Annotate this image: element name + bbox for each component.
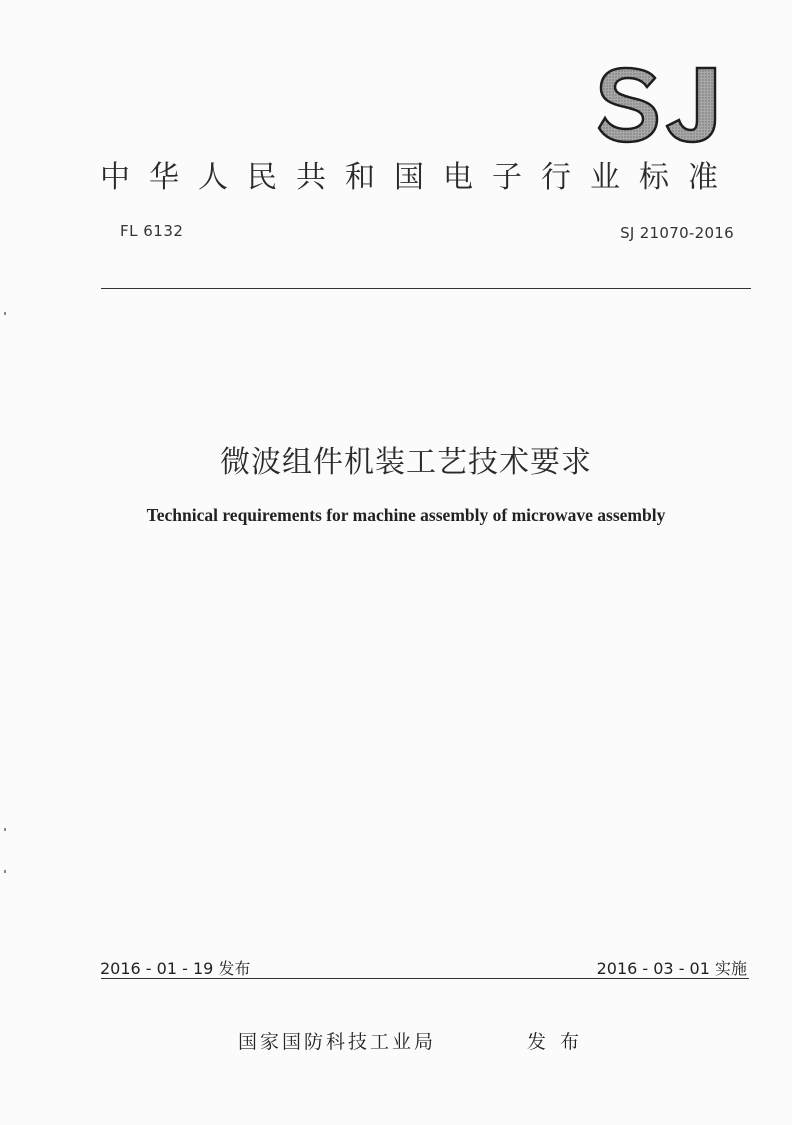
document-title-cn: 微波组件机装工艺技术要求 xyxy=(220,445,592,480)
scan-speck xyxy=(4,828,6,831)
standard-title: 中华人民共和国电子行业标准 xyxy=(100,160,737,195)
header-divider xyxy=(101,288,751,289)
logo-letter-j xyxy=(667,68,715,142)
footer-divider xyxy=(101,978,749,979)
issuing-authority: 国家国防科技工业局 xyxy=(238,1031,437,1053)
scan-speck xyxy=(4,312,6,315)
document-title-en: Technical requirements for machine assembly of microwave assembly xyxy=(146,505,666,525)
classification-code: FL 6132 xyxy=(120,222,184,240)
scan-speck xyxy=(4,870,6,873)
logo-letter-s xyxy=(599,68,657,142)
standard-number: SJ 21070-2016 xyxy=(620,224,734,242)
issue-date: 2016 - 01 - 19 发布 xyxy=(100,959,251,978)
sj-logo xyxy=(597,64,719,146)
effective-date: 2016 - 03 - 01 实施 xyxy=(596,959,747,978)
issuer-action: 发布 xyxy=(527,1031,594,1053)
